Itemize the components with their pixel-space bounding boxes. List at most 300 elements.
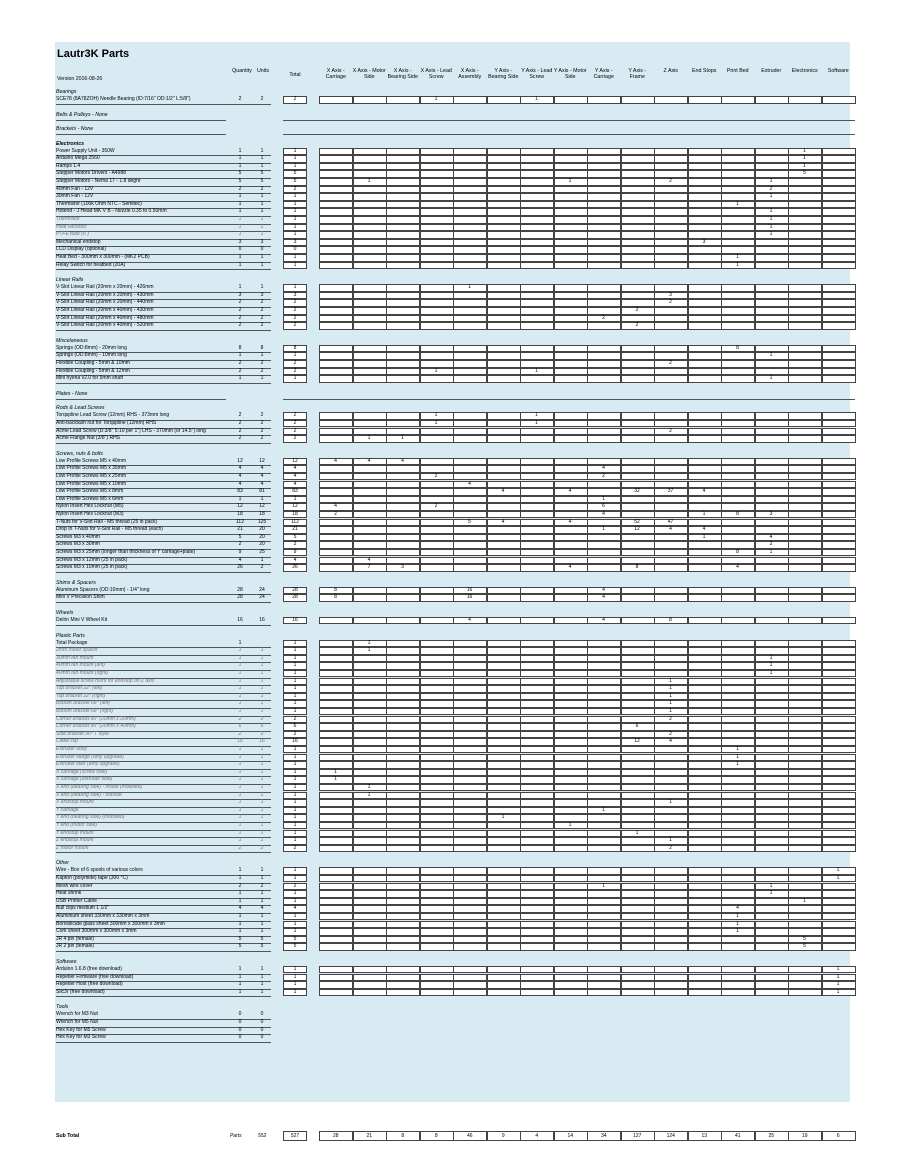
item-column-value: 1 [702,533,706,540]
item-column-value: 1 [803,147,806,154]
item-quantity: 1 [238,920,242,927]
column-cell [755,488,789,496]
column-cell [621,784,655,792]
column-cell [822,943,856,951]
subtotal-column-value: 34 [600,1133,607,1139]
column-cell [420,640,454,648]
column-cell [487,155,521,163]
item-units: 2 [260,185,264,192]
item-column-value: 1 [669,685,672,692]
column-cell [554,761,588,769]
column-cell [721,148,755,156]
column-cell [788,481,822,489]
column-cell [319,299,353,307]
column-cell [621,807,655,815]
column-cell [621,693,655,701]
column-cell [688,360,722,368]
item-total: 5 [293,943,297,950]
column-cell [487,769,521,777]
column-cell [319,155,353,163]
item-quantity: 2 [238,844,242,851]
column-cell [587,761,621,769]
column-cell [386,420,420,428]
column-cell [319,989,353,997]
column-cell [621,360,655,368]
column-cell [420,928,454,936]
column-cell [353,428,387,436]
column-cell [587,746,621,754]
column-cell [554,966,588,974]
column-cell [554,262,588,270]
column-cell [688,519,722,527]
column-cell [554,936,588,944]
item-total: 1 [293,162,297,169]
column-cell [721,943,755,951]
column-cell [520,974,554,982]
column-cell [386,837,420,845]
column-cell [554,201,588,209]
column-cell [688,496,722,504]
item-column-value: 16 [466,594,473,601]
column-cell [353,746,387,754]
item-total: 5 [293,935,297,942]
item-column-value: 2 [669,844,672,851]
column-cell [453,905,487,913]
column-cell [788,670,822,678]
column-cell [688,262,722,270]
column-cell [587,943,621,951]
column-cell [520,913,554,921]
column-cell [520,299,554,307]
column-cell [587,428,621,436]
column-cell [420,974,454,982]
column-cell [520,519,554,527]
column-cell [822,587,856,595]
item-total: 1 [293,692,297,699]
column-cell [554,420,588,428]
item-name: X carriage (extruder side) [56,776,113,783]
column-cell [386,549,420,557]
item-units: 4 [260,465,264,472]
column-cell [721,685,755,693]
column-cell [688,792,722,800]
column-cell [688,943,722,951]
column-cell [453,557,487,565]
item-column-value: 4 [769,533,773,540]
column-cell [621,315,655,323]
item-total: 1 [293,254,297,260]
section-divider [56,399,226,400]
item-quantity: 5 [238,170,242,177]
column-cell [487,807,521,815]
column-cell [554,921,588,929]
column-cell [453,867,487,875]
column-cell [520,503,554,511]
item-quantity: 2 [238,314,242,321]
item-column-value: 8 [736,510,739,517]
column-cell [554,526,588,534]
column-cell [554,746,588,754]
column-cell [721,890,755,898]
column-cell [621,496,655,504]
column-cell [554,503,588,511]
item-quantity: 1 [238,928,242,935]
item-units: 1 [260,806,264,813]
column-cell [688,913,722,921]
item-name: Slic3r (free download) [56,988,105,995]
column-cell [621,708,655,716]
column-cell [386,284,420,292]
column-cell [688,208,722,216]
item-column-value: 1 [836,867,840,874]
column-cell [520,746,554,754]
column-cell [453,898,487,906]
column-cell [755,989,789,997]
column-cell [822,693,856,701]
column-cell [487,178,521,186]
item-name: JR 2 pin (female) [56,943,95,950]
item-quantity: 1 [238,700,242,707]
column-cell [420,754,454,762]
column-cell [788,830,822,838]
column-cell [587,299,621,307]
column-cell [721,284,755,292]
column-cell [520,807,554,815]
column-cell [353,776,387,784]
column-cell [822,239,856,247]
column-cell [487,231,521,239]
column-cell [386,465,420,473]
column-cell [755,163,789,171]
column-cell [721,792,755,800]
subtotal-column-value: 25 [768,1133,775,1139]
column-cell [487,662,521,670]
column-cell [420,375,454,383]
column-cell [788,746,822,754]
column-cell [822,292,856,300]
item-total: 1 [293,965,297,972]
item-units: 1 [260,375,264,382]
column-cell [788,231,822,239]
column-cell [554,693,588,701]
item-quantity: 4 [238,480,242,487]
column-cell [688,890,722,898]
column-cell [621,670,655,678]
column-cell [386,428,420,436]
column-cell [755,262,789,270]
column-cell [520,883,554,891]
column-cell [353,875,387,883]
column-cell [420,352,454,360]
column-cell [621,473,655,481]
column-cell [420,163,454,171]
column-cell [755,830,789,838]
column-cell [353,700,387,708]
subtotal-column-value: 6 [836,1133,840,1139]
column-cell [319,981,353,989]
column-cell [487,412,521,420]
column-cell [554,594,588,602]
column-cell [755,496,789,504]
column-cell [788,186,822,194]
subtotal-column-value: 13 [701,1133,708,1139]
column-cell [386,784,420,792]
column-cell [353,731,387,739]
item-name: Bottom bracket 68° (left) [56,700,110,707]
column-cell [420,776,454,784]
item-column-value: 2 [669,299,672,306]
item-total: 1 [293,654,297,661]
column-cell [420,155,454,163]
column-cell [654,208,688,216]
column-cell [487,511,521,519]
column-cell [654,746,688,754]
subtotal-column-value: 127 [633,1133,642,1139]
header-col-11: End Stops [692,68,717,74]
column-cell [654,981,688,989]
column-cell [386,496,420,504]
column-cell [721,322,755,330]
column-cell [822,224,856,232]
item-total: 26 [292,564,298,571]
column-cell [721,292,755,300]
item-total: 1 [293,874,297,881]
item-total: 1 [293,837,297,844]
column-cell [554,981,588,989]
item-column-value: 1 [803,155,806,162]
item-units: 81 [259,488,265,495]
column-cell [386,989,420,997]
column-cell [554,186,588,194]
column-cell [755,587,789,595]
column-cell [353,96,387,104]
item-quantity: 5 [238,943,242,950]
item-quantity: 0 [238,246,242,253]
column-cell [386,845,420,853]
column-cell [520,549,554,557]
column-cell [755,345,789,353]
column-cell [386,792,420,800]
column-cell [755,784,789,792]
column-cell [319,921,353,929]
column-cell [621,368,655,376]
column-cell [788,307,822,315]
column-cell [688,352,722,360]
column-cell [453,299,487,307]
column-cell [822,473,856,481]
column-cell [688,284,722,292]
column-cell [721,420,755,428]
column-cell [755,875,789,883]
column-cell [587,193,621,201]
item-column-value: 1 [736,261,739,268]
item-total: 1 [293,223,297,230]
column-cell [688,148,722,156]
column-cell [554,784,588,792]
column-cell [487,640,521,648]
column-cell [721,216,755,224]
column-cell [554,246,588,254]
column-cell [788,822,822,830]
column-cell [654,503,688,511]
column-cell [621,587,655,595]
item-quantity: 5 [238,178,242,184]
column-cell [487,883,521,891]
column-cell [554,814,588,822]
column-cell [353,284,387,292]
column-cell [688,647,722,655]
column-cell [487,360,521,368]
column-cell [353,837,387,845]
column-cell [386,262,420,270]
column-cell [654,246,688,254]
column-cell [654,966,688,974]
column-cell [621,594,655,602]
item-units: 2 [260,427,264,434]
column-cell [654,549,688,557]
column-cell [420,799,454,807]
item-column-value: 1 [769,216,773,222]
column-cell [420,845,454,853]
column-cell [520,526,554,534]
column-cell [386,557,420,565]
column-cell [688,837,722,845]
column-cell [587,239,621,247]
column-cell [621,921,655,929]
column-cell [822,655,856,663]
item-units: 1 [260,897,264,904]
column-cell [621,178,655,186]
column-cell [755,754,789,762]
item-column-value: 2 [602,472,605,479]
column-cell [621,662,655,670]
item-column-value: 6 [635,723,639,730]
item-column-value: 1 [836,874,840,881]
column-cell [587,799,621,807]
column-cell [420,708,454,716]
column-cell [721,830,755,838]
column-cell [353,943,387,951]
column-cell [520,738,554,746]
item-quantity: 2 [238,730,242,737]
item-units: 125 [257,518,267,525]
item-name: Mini hyena v2.0 for 5mm shaft [56,375,123,382]
item-column-value: 5 [803,170,806,177]
column-cell [520,928,554,936]
header-col-7: Y Axis - Motor Side [553,68,587,80]
column-cell [554,799,588,807]
column-cell [822,557,856,565]
column-cell [755,557,789,565]
column-cell [755,481,789,489]
column-cell [755,693,789,701]
column-cell [453,216,487,224]
item-name: Flexible Coupling - 5mm & 12mm [56,367,130,374]
item-total: 1 [293,814,297,821]
item-column-value: 1 [736,254,739,260]
column-cell [319,246,353,254]
item-total: 1 [293,231,297,238]
column-cell [353,216,387,224]
item-units: 0 [260,1018,264,1025]
column-cell [386,807,420,815]
column-cell [353,155,387,163]
column-cell [386,617,420,625]
column-cell [587,723,621,731]
column-cell [587,246,621,254]
column-cell [319,473,353,481]
column-cell [587,254,621,262]
column-cell [721,458,755,466]
column-cell [654,974,688,982]
column-cell [453,936,487,944]
item-name: Bottom bracket 68° (right) [56,707,114,714]
column-cell [822,738,856,746]
item-name: Arduino Mega 2560 [56,155,100,162]
item-total: 4 [293,556,297,563]
column-cell [721,541,755,549]
item-column-value: 32 [634,488,640,495]
column-cell [822,936,856,944]
column-cell [453,662,487,670]
column-cell [353,799,387,807]
column-cell [755,299,789,307]
item-name: Low Profile Screws M5 x 35mm [56,465,127,472]
item-column-value: 1 [434,412,438,419]
item-name: Y carriage [56,806,79,813]
column-cell [487,368,521,376]
column-cell [420,262,454,270]
column-cell [788,738,822,746]
item-units: 2 [260,730,264,737]
column-cell [520,822,554,830]
column-cell [621,299,655,307]
column-cell [788,776,822,784]
column-cell [487,503,521,511]
column-cell [353,360,387,368]
column-cell [554,239,588,247]
column-cell [420,905,454,913]
column-cell [453,716,487,724]
column-cell [688,315,722,323]
column-cell [587,867,621,875]
column-cell [386,178,420,186]
column-cell [621,216,655,224]
column-cell [453,352,487,360]
item-name: Power Supply Unit - 350W [56,147,115,154]
column-cell [353,420,387,428]
column-cell [386,488,420,496]
column-cell [822,481,856,489]
item-quantity: 21 [237,526,243,533]
column-cell [386,921,420,929]
column-cell [621,769,655,777]
column-cell [755,292,789,300]
item-total: 1 [293,897,297,904]
section-title: Plates - None [56,390,88,397]
column-cell [621,685,655,693]
column-cell [453,428,487,436]
section-title: Belts & Pulleys - None [56,111,108,118]
item-column-value: 1 [401,435,404,442]
column-cell [420,700,454,708]
column-cell [688,989,722,997]
column-cell [822,307,856,315]
item-column-value: 7 [367,564,371,571]
item-quantity: 1 [238,973,242,980]
item-total: 9 [293,548,297,555]
column-cell [654,262,688,270]
